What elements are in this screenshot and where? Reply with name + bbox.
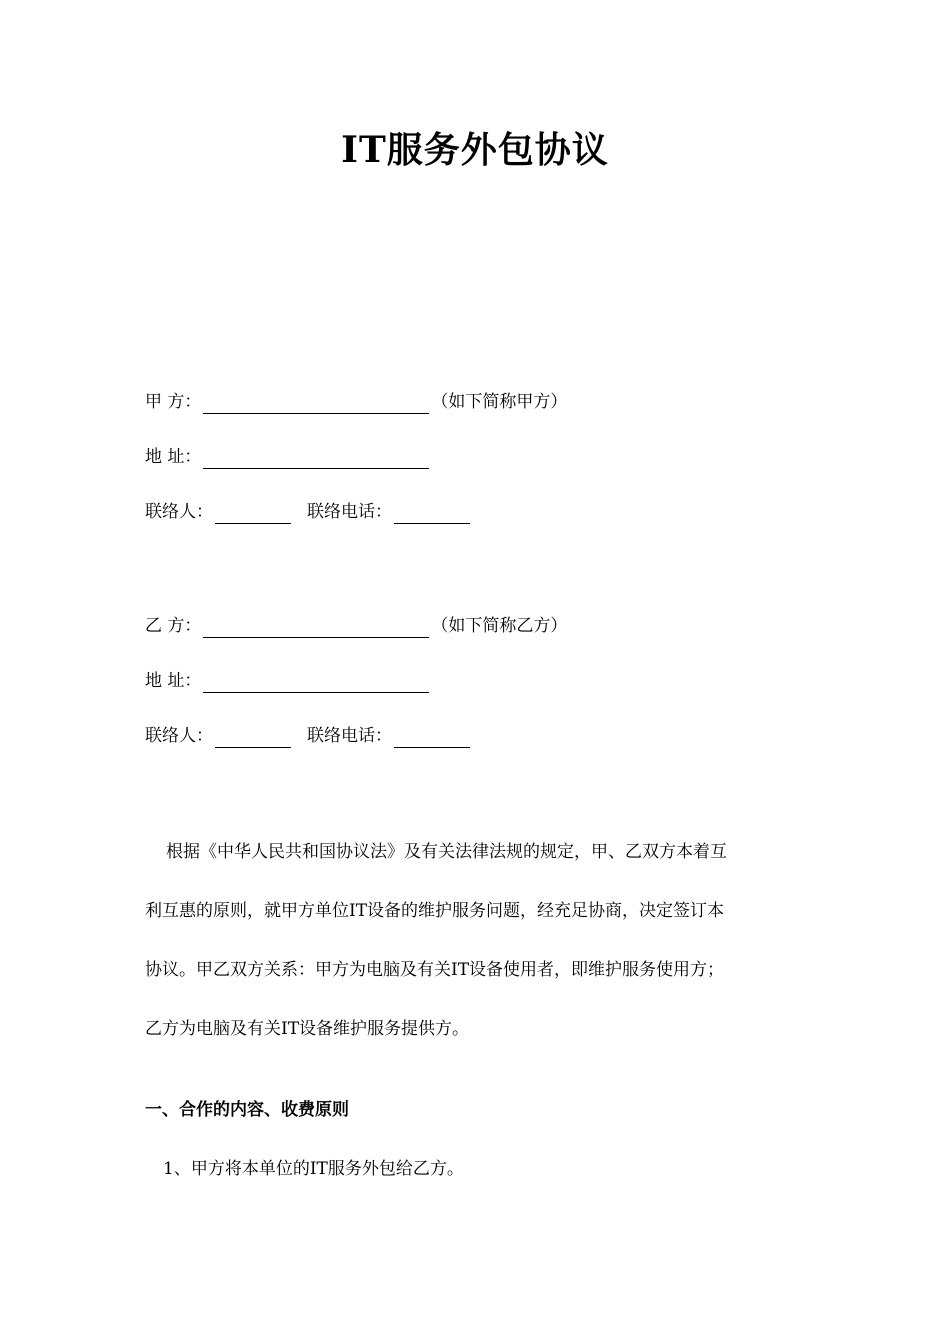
section-item: 1、甲方将本单位的IT服务外包给乙方。 bbox=[163, 1159, 464, 1179]
party-b-contact-blank bbox=[215, 727, 291, 748]
party-b-row bbox=[145, 614, 567, 638]
party-a-label: 甲 方： bbox=[145, 392, 202, 412]
party-b-phone-label: 联络电话： bbox=[307, 726, 392, 746]
preamble-line: 乙方为电脑及有关IT设备维护服务提供方。 bbox=[145, 1019, 470, 1039]
party-b-contact-row bbox=[145, 724, 472, 748]
party-a-address-row bbox=[145, 445, 431, 469]
party-b-suffix: （如下简称乙方） bbox=[431, 616, 568, 636]
party-a-phone-label: 联络电话： bbox=[307, 502, 392, 522]
party-a-address-label: 地 址： bbox=[145, 447, 202, 467]
party-a-contact-blank bbox=[215, 503, 291, 524]
party-a-phone-blank bbox=[394, 503, 470, 524]
section-heading: 一、合作的内容、收费原则 bbox=[145, 1100, 349, 1120]
preamble-line: 协议。甲乙双方关系：甲方为电脑及有关IT设备使用者，即维护服务使用方； bbox=[145, 960, 725, 980]
party-a-address-blank bbox=[203, 448, 429, 469]
document-title: IT服务外包协议 bbox=[341, 129, 609, 171]
party-a-contact-label: 联络人： bbox=[145, 502, 213, 522]
party-a-row bbox=[145, 390, 567, 414]
party-a-contact-row bbox=[145, 500, 472, 524]
party-b-name-blank bbox=[203, 617, 429, 638]
party-b-label: 乙 方： bbox=[145, 616, 202, 636]
party-b-address-row bbox=[145, 669, 431, 693]
party-b-contact-label: 联络人： bbox=[145, 726, 213, 746]
preamble-line: 利互惠的原则，就甲方单位IT设备的维护服务问题，经充足协商，决定签订本 bbox=[145, 901, 725, 921]
party-b-address-label: 地 址： bbox=[145, 671, 202, 691]
party-a-name-blank bbox=[203, 393, 429, 414]
party-b-address-blank bbox=[203, 672, 429, 693]
party-b-phone-blank bbox=[394, 727, 470, 748]
party-a-suffix: （如下简称甲方） bbox=[431, 392, 568, 412]
preamble-line: 根据《中华人民共和国协议法》及有关法律法规的规定，甲、乙双方本着互 bbox=[166, 842, 727, 862]
